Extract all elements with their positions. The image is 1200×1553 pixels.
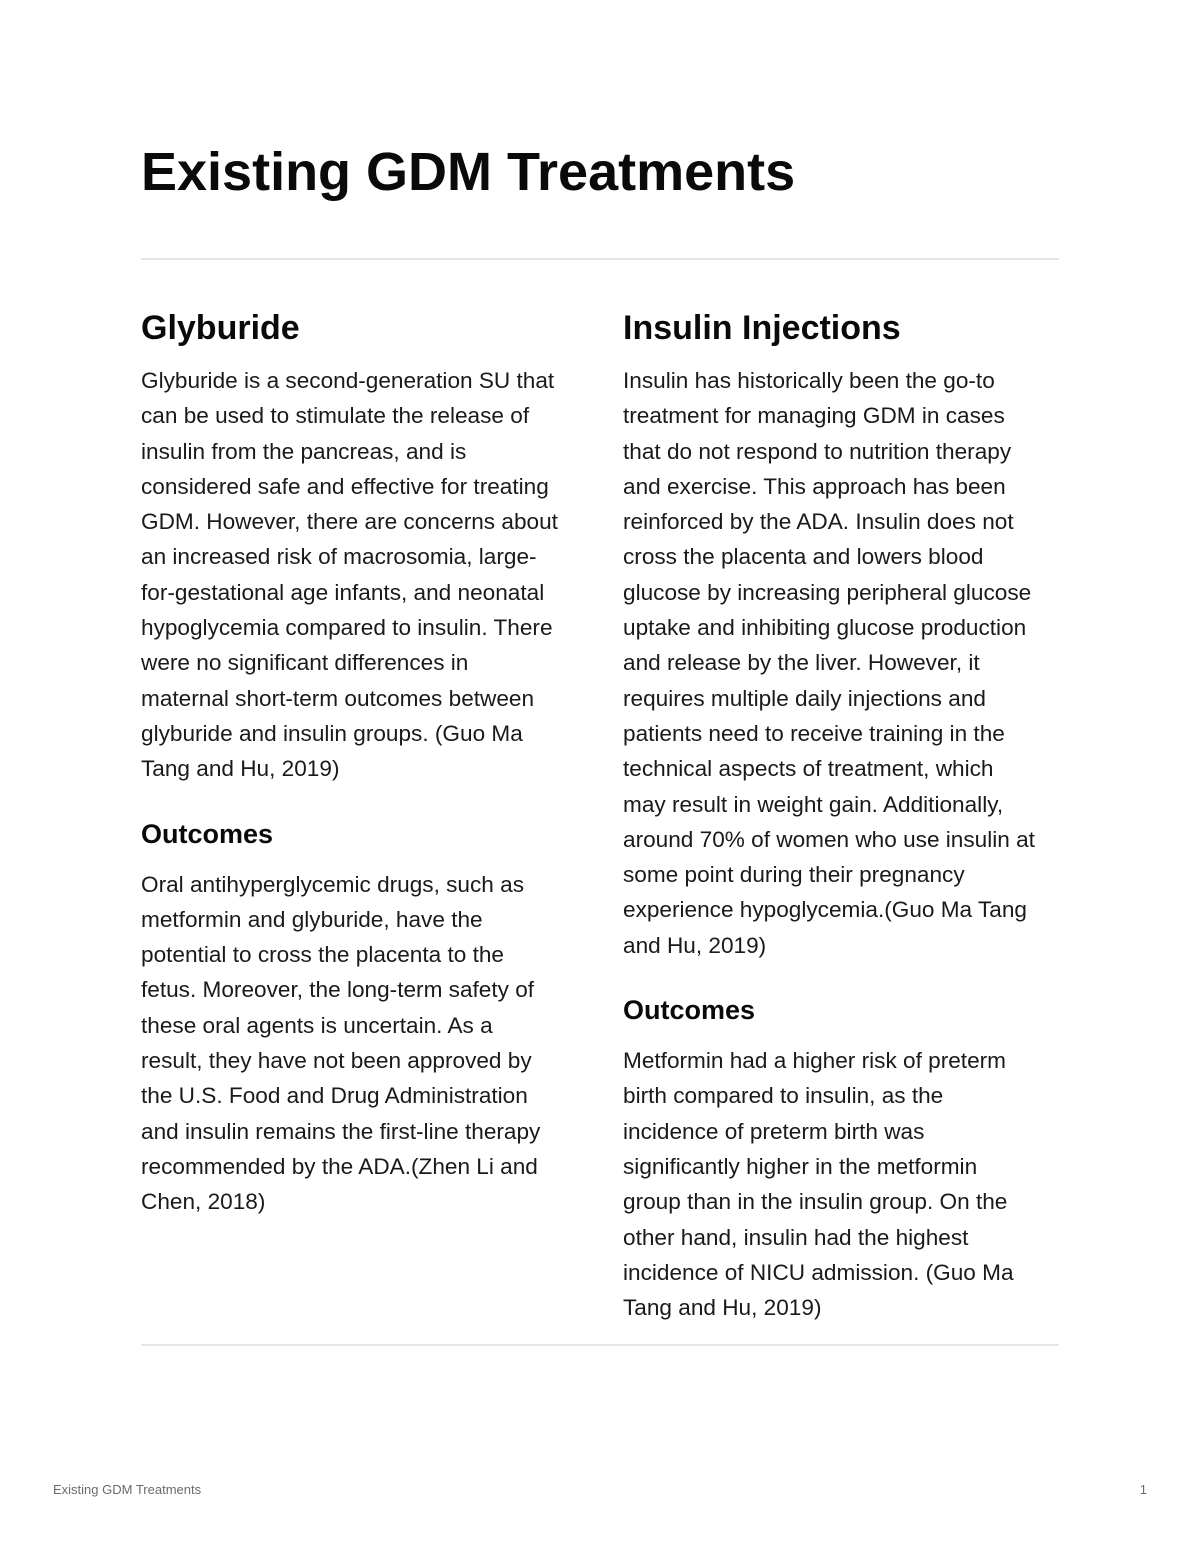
- insulin-column: [623, 306, 1063, 1325]
- glyburide-outcomes-body: Oral antihyperglycemic drugs, such as metformin and glyburide, have the potential to cross the placenta to the fetus. Moreover, the long-term safety of these oral agents is uncertain. As a result, they have not been approved by the U.S. Food and Drug Administration and insulin remains the first-line therapy recommended by the ADA.(Zhen Li and Chen, 2018): [141, 871, 541, 1215]
- insulin-body: Insulin has historically been the go-to treatment for managing GDM in cases that do not respond to nutrition therapy and exercise. This approach has been reinforced by the ADA. Insulin does not cross the placenta and lowers blood glucose by increasing peripheral glucose uptake and inhibiting glucose production and release by the liver. However, it requires multiple daily injections and patients need to receive training in the technical aspects of treatment, which may result in weight gain. Additionally, around 70% of women who use insulin at some point during their pregnancy experience hypoglycemia.(Guo Ma Tang and Hu, 2019): [623, 368, 1035, 958]
- glyburide-outcomes-heading: Outcomes: [141, 818, 274, 849]
- bottom-divider: [141, 1344, 1059, 1346]
- insulin-outcomes-body: Metformin had a higher risk of preterm birth compared to insulin, as the incidence of preterm birth was significantly higher in the metformin group than in the insulin group. On the other hand, insulin had the highest incidence of NICU admission. (Guo Ma Tang and Hu, 2019): [623, 1048, 1014, 1321]
- glyburide-body: Glyburide is a second-generation SU that can be used to stimulate the release of insulin from the pancreas, and is considered safe and effective for treating GDM. However, there are concerns about an increased risk of macrosomia, large- for-gestational age infants, and neonatal hypoglycemia compared to insulin. There were no significant differences in maternal short-term outcomes between glyburide and insulin groups. (Guo Ma Tang and Hu, 2019): [141, 368, 558, 782]
- glyburide-column: [141, 306, 581, 1220]
- footer-document-title: Existing GDM Treatments: [53, 1482, 202, 1497]
- insulin-outcomes-heading: Outcomes: [623, 995, 756, 1026]
- insulin-heading: Insulin Injections: [623, 309, 901, 347]
- page-title: Existing GDM Treatments: [141, 142, 796, 202]
- glyburide-heading: Glyburide: [141, 309, 300, 347]
- top-divider: [141, 258, 1059, 260]
- footer-page-number: 1: [1139, 1482, 1147, 1497]
